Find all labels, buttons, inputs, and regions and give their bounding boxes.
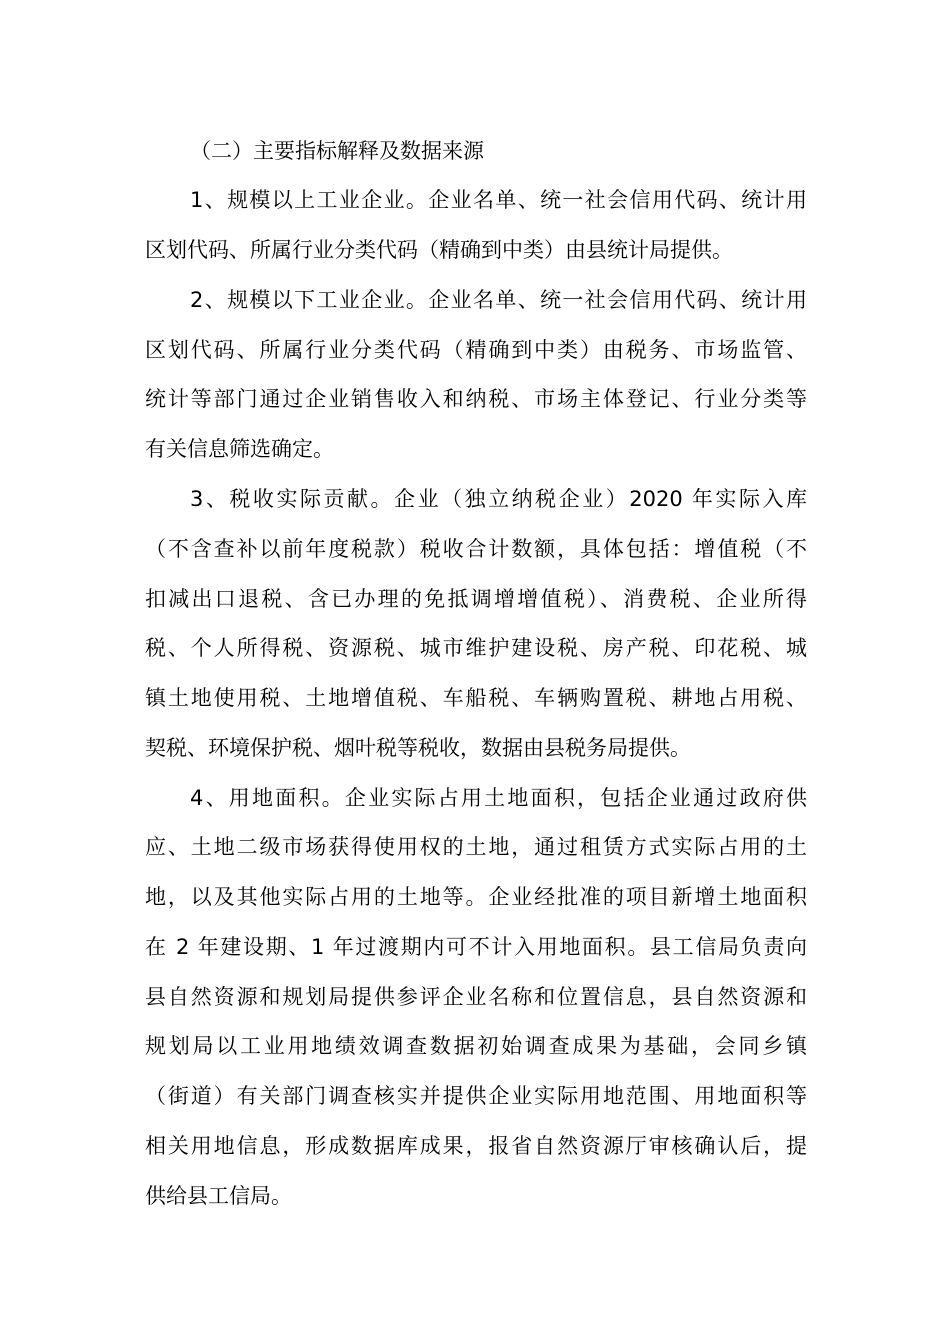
- paragraph-1-line-1: 1、规模以上工业企业。企业名单、统一社会信用代码、统计用: [190, 188, 807, 212]
- paragraph-3-line-3: 扣减出口退税、含已办理的免抵调增增值税）、消费税、企业所得: [145, 587, 807, 611]
- paragraph-2-line-4: 有关信息筛选确定。: [145, 437, 334, 461]
- paragraph-3-line-1: 3、税收实际贡献。企业（独立纳税企业）2020 年实际入库: [190, 487, 807, 511]
- paragraph-4-line-8: 相关用地信息，形成数据库成果，报省自然资源厅审核确认后，提: [145, 1134, 807, 1158]
- paragraph-4-line-9: 供给县工信局。: [145, 1184, 292, 1208]
- paragraph-4-line-4: 在 2 年建设期、1 年过渡期内可不计入用地面积。县工信局负责向: [145, 935, 807, 959]
- paragraph-2-line-3: 统计等部门通过企业销售收入和纳税、市场主体登记、行业分类等: [145, 387, 807, 411]
- paragraph-3-line-5: 镇土地使用税、土地增值税、车船税、车辆购置税、耕地占用税、: [145, 686, 807, 710]
- paragraph-1-line-2: 区划代码、所属行业分类代码（精确到中类）由县统计局提供。: [145, 238, 733, 262]
- paragraph-4-line-5: 县自然资源和规划局提供参评企业名称和位置信息，县自然资源和: [145, 985, 807, 1009]
- paragraph-3-line-4: 税、个人所得税、资源税、城市维护建设税、房产税、印花税、城: [145, 636, 807, 660]
- paragraph-4-line-1: 4、用地面积。企业实际占用土地面积，包括企业通过政府供: [190, 786, 807, 810]
- paragraph-2-line-2: 区划代码、所属行业分类代码（精确到中类）由税务、市场监管、: [145, 338, 807, 362]
- paragraph-2-line-1: 2、规模以下工业企业。企业名单、统一社会信用代码、统计用: [190, 288, 807, 312]
- paragraph-4-line-7: （街道）有关部门调查核实并提供企业实际用地范围、用地面积等: [145, 1084, 807, 1108]
- paragraph-4-line-3: 地，以及其他实际占用的土地等。企业经批准的项目新增土地面积: [145, 885, 807, 909]
- paragraph-4-line-6: 规划局以工业用地绩效调查数据初始调查成果为基础，会同乡镇: [145, 1034, 807, 1058]
- paragraph-4-line-2: 应、土地二级市场获得使用权的土地，通过租赁方式实际占用的土: [145, 835, 807, 859]
- paragraph-3-line-2: （不含查补以前年度税款）税收合计数额，具体包括：增值税（不: [145, 537, 807, 561]
- section-heading: （二）主要指标解释及数据来源: [190, 139, 484, 163]
- paragraph-3-line-6: 契税、环境保护税、烟叶税等税收，数据由县税务局提供。: [145, 736, 691, 760]
